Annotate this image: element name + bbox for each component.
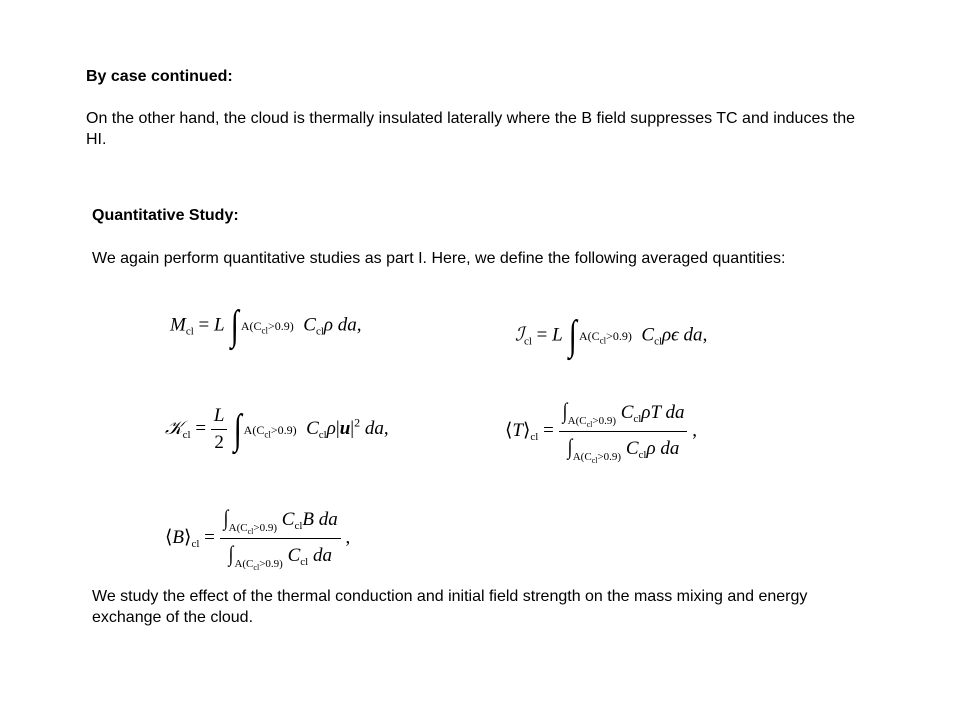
equation-field: $⟨B⟩_{cl}$ = $\frac{\int_{A(C_{cl}>0.9)} C_{cl}B da}{\int_{A(C_{cl}>0.9)} C_{cl} da}$ , (165, 505, 351, 573)
equation-mass: $M_{cl} = L$ ∫ $A(C_{cl}>0.9)$ $C_{cl}\rho$ da, (170, 303, 362, 349)
paragraph-thermal-insulation: On the other hand, the cloud is thermally insulated laterally where the B field suppresses TC and induces the HI. (86, 110, 856, 148)
heading-by-case: By case continued: (86, 68, 233, 85)
equation-temperature: $⟨T⟩_{cl}$ = $\frac{\int_{A(C_{cl}>0.9)} C_{cl}\rho T da}{\int_{A(C_{cl}>0.9)} C_{cl}\rho da}$ , (505, 398, 697, 466)
paragraph-averaged-quantities: We again perform quantitative studies as part I. Here, we define the following averaged quantities: (92, 250, 786, 267)
heading-quantitative-study: Quantitative Study: (92, 207, 239, 224)
paragraph-study-effect: We study the effect of the thermal conduction and initial field strength on the mass mixing and energy exchange of the cloud. (92, 588, 808, 626)
equation-kinetic-energy: 𝒦$_{cl}$ = $\frac{L}{2}$ ∫ $A(C_{cl}>0.9)$ $C_{cl}\rho|u|^2$ da, (165, 405, 389, 453)
equation-internal-energy: ℐ$_{cl}$ = L ∫ $A(C_{cl}>0.9)$ $C_{cl}\rho\epsilon$ da, (515, 313, 708, 359)
